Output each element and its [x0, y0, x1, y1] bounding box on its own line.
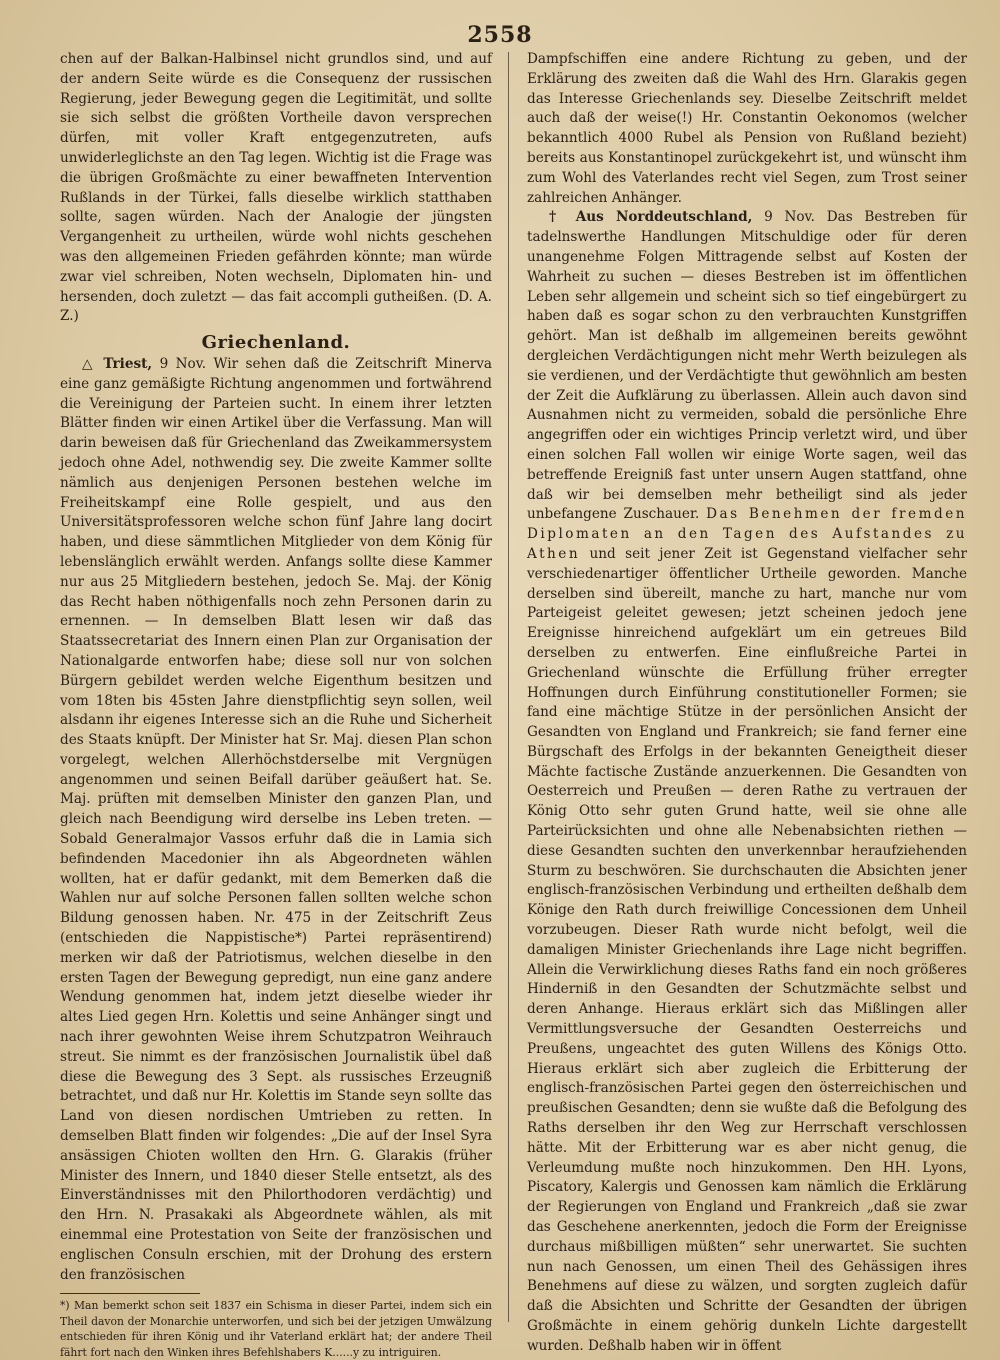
column-divider: [508, 52, 509, 1322]
footnote: *) Man bemerkt schon seit 1837 ein Schisma in dieser Partei, indem sich ein Theil davon der Monarchie unterworfen, und sich bei der jetzigen Umwälzung entschieden für ihren König und ihr Vaterland erklärt hat; der andere Theil fährt fort nach den Winken ihres Befehlshabers K......y zu intriguiren.: [60, 1299, 492, 1359]
left-column: [60, 50, 492, 1360]
dateline-place: △ Triest,: [82, 355, 153, 372]
section-heading-griechenland: Griechenland.: [201, 332, 351, 354]
right-paragraph-1: Dampfschiffen eine andere Richtung zu geben, und der Erklärung des zweiten daß die Wahl des Hrn. Glarakis gegen das Interesse Griechenlands sey. Dieselbe Zeitschrift meldet auch daß der weise(!) Hr. Constantin Oekonomos (welcher bekanntlich 4000 Rubel als Pension von Rußland bezieht) bereits aus Konstantinopel zurückgekehrt ist, und wünscht ihm zum Wohl des Vaterlandes recht viel Segen, zum Trost seiner zahlreichen Anhänger.: [527, 51, 967, 206]
left-paragraph-1: chen auf der Balkan-Halbinsel nicht grundlos sind, und auf der andern Seite würde es die Consequenz der russischen Regierung, jeder Bewegung gegen die Legitimität, und sollte sie sich selbst die größten Vortheile davon versprechen dürfen, mit voller Kraft entgegenzutreten, aufs unwiderleglichste an den Tag legen. Wichtig ist die Frage was die übrigen Großmächte zu einer bewaffneten Intervention Rußlands in der Türkei, falls dieselbe wirklich statthaben sollte, sagen würden. Nach der Analogie der jüngsten Vergangenheit zu urtheilen, würde wohl nichts geschehen was den allgemeinen Frieden gefährden könnte; man würde zwar viel schreiben, Noten wechseln, Diplomaten hin- und hersenden, doch zuletzt — das fait accompli gutheißen. (D. A. Z.): [60, 51, 492, 325]
left-article-trieste: [60, 355, 492, 1285]
right-paragraph-2a: Das Bestreben für tadelnswerthe Handlungen Mitschuldige oder für deren unangenehme Folgen Mittragende selbst auf Kosten der Wahrheit zu suchen — dieses Bestreben ist im öffentlichen Leben sehr allgemein und scheint sich so tief eingebürgert zu haben daß es sogar schon zu den verbrauchten Kunstgriffen gehört. Man ist deßhalb im allgemeinen bereits gewöhnt dergleichen Verdächtigungen nicht mehr Werth beizulegen als sie verdienen, und der Verdächtigte thut gewöhnlich am besten der Zeit die Aufklärung zu überlassen. Allein auch davon sind Ausnahmen nicht zu vermeiden, sobald die persönliche Ehre angegriffen oder ein wichtiges Princip verletzt wird, und über einen solchen Fall wollen wir einige Worte sagen, weil das betreffende Ereigniß fast unter unsern Augen stattfand, ohne daß wir bei demselben mehr betheiligt sind als jeder unbefangene Zuschauer.: [527, 209, 967, 523]
right-paragraph-2b: und seit jener Zeit ist Gegenstand vielfacher sehr verschiedenartiger öffentlicher Urtheile geworden. Manche derselben sind übereilt, manche zu hart, manche nur vom Parteigeist geleitet gewesen; jetzt scheinen jedoch jene Ereignisse hinreichend aufgeklärt um ein getreues Bild derselben zu entwerfen. Eine einflußreiche Partei in Griechenland wünschte die Erfüllung früher erregter Hoffnungen durch Einführung constitutioneller Formen; sie fand eine mächtige Stütze in der persönlichen Ansicht der Gesandten von England und Frankreich; sie fand ferner eine Bürgschaft des Erfolgs in der bekannten Geneigtheit dieser Mächte factische Zustände anzuerkennen. Die Gesandten von Oesterreich und Preußen — deren Rathe zu vertrauen der König Otto sehr guten Grund hatte, weil sie ohne alle Parteirücksichten und ohne alle Nebenabsichten riethen — diese Gesandten suchten den unverkennbar heraufziehenden Sturm zu beschwören. Sie durchschauten die Absichten jener englisch-französischen Verbindung und ertheilten deßhalb dem Könige den Rath durch freiwillige Concessionen dem Unheil vorzubeugen. Dieser Rath wurde nicht befolgt, weil die damaligen Minister Griechenlands ihre Lage nicht begriffen. Allein die Verwirklichung dieses Raths fand ein noch größeres Hinderniß in den Gesandten der Schutzmächte selbst und deren Anhange. Hieraus erklärt sich das Mißlingen aller Vermittlungsversuche der Gesandten Oesterreichs und Preußens, ungeachtet des guten Willens des Königs Otto. Hieraus erklärt sich aber zugleich die Erbitterung der englisch-französischen Partei gegen den österreichischen und preußischen Gesandten; denn sie wußte daß die Befolgung des Raths derselben ihr den Weg zur Herrschaft verschlossen hätte. Mit der Erbitterung war es aber nicht genug, die Verleumdung mußte noch hinzukommen. Den HH. Lyons, Piscatory, Kalergis und Genossen kam nämlich die Erklärung der Regierungen von England und Frankreich „daß sie zwar das Geschehene anerkennten, jedoch die Form der Ereignisse durchaus mißbilligen müßten“ sehr unerwartet. Sie suchten nun nach Genossen, um einen Theil des Gehässigen ihres Benehmens auf diese zu wälzen, und sorgten zugleich dafür daß die Absichten und Schritte der Gesandten der übrigen Großmächte in einem gehörig dunkeln Lichte dargestellt wurden. Deßhalb haben wir in öffent: [527, 545, 967, 1354]
dateline-place-north: † Aus Norddeutschland,: [549, 209, 753, 226]
footnote-rule: [60, 1293, 200, 1294]
spaced-phrase: Das Benehmen der fremden Diplomaten an den Tagen des Aufstandes zu Athen: [527, 506, 967, 562]
right-column: [527, 50, 967, 1357]
page-number: 2558: [467, 22, 533, 48]
right-article-norddeutschland: [527, 208, 967, 1356]
dateline-date: 9 Nov.: [159, 355, 207, 372]
dateline-date-north: 9 Nov.: [764, 209, 815, 226]
left-paragraph-2: Wir sehen daß die Zeitschrift Minerva eine ganz gemäßigte Richtung angenommen und fortwährend die Vereinigung der Parteien sucht. In einem ihrer letzten Blätter finden wir einen Artikel über die Verfassung. Man will darin beweisen daß für Griechenland das Zweikammersystem jedoch ohne Adel, nothwendig sey. Die zweite Kammer sollte nämlich aus denjenigen Personen bestehen welche im Freiheitskampf eine Rolle gespielt, und aus den Universitätsprofessoren welche schon fünf Jahre lang docirt haben, und diese sämmtlichen Mitglieder von dem König für lebenslänglich erwählt werden. Anfangs sollte diese Kammer nur aus 25 Mitgliedern bestehen, jedoch Se. Maj. der König das Recht haben nöthigenfalls noch zehn Personen darin zu ernennen. — In demselben Blatt lesen wir daß das Staatssecretariat des Innern einen Plan zur Organisation der Nationalgarde entworfen habe; diese soll nur von solchen Bürgern gebildet werden welche Eigenthum besitzen und vom 18ten bis 45sten Jahre dienstpflichtig seyn sollen, weil alsdann ihr eigenes Interesse sich an die Ruhe und Sicherheit des Staats knüpft. Der Minister hat Sr. Maj. diesen Plan schon vorgelegt, welchen Allerhöchstderselbe mit Vergnügen angenommen und seinen Beifall darüber geäußert hat. Se. Maj. prüften mit demselben Minister den ganzen Plan, und gleich nach Beendigung wird derselbe ins Leben treten. — Sobald Generalmajor Vassos erfuhr daß die in Lamia sich befindenden Macedonier ihn als Abgeordneten wählen wollten, hat er dafür gedankt, mit dem Bemerken daß die Wahlen nur auf solche Personen fallen sollten welche schon Bildung genossen haben. Nr. 475 in der Zeitschrift Zeus (entschieden die Nappistische*) Partei repräsentirend) merken wir daß der Patriotismus, welchen dieselbe in den ersten Tagen der Bewegung gepredigt, nun eine ganz andere Wendung genommen hat, indem jetzt dieselbe wieder ihr altes Lied gegen Hrn. Kolettis und seine Anhänger singt und nach ihrer gewohnten Weise ihrem Schutzpatron Weihrauch streut. Sie nimmt es der französischen Journalistik übel daß diese die Bewegung des 3 Sept. als russisches Erzeugniß betrachtet, und daß nur Hr. Kolettis im Stande seyn sollte das Land von diesen nordischen Umtrieben zu retten. In demselben Blatt finden wir folgendes: „Die auf der Insel Syra ansässigen Chioten wollten den Hrn. G. Glarakis (früher Minister des Innern, und 1840 dieser Stelle entsetzt, als des Einverständnisses mit den Philorthodoren verdächtig) und den Hrn. N. Prasakaki als Abgeordnete wählen, als mit einemmal eine Protestation von Seite der französischen und englischen Consuln erschien, mit der Drohung des erstern den französischen: [60, 355, 493, 1283]
